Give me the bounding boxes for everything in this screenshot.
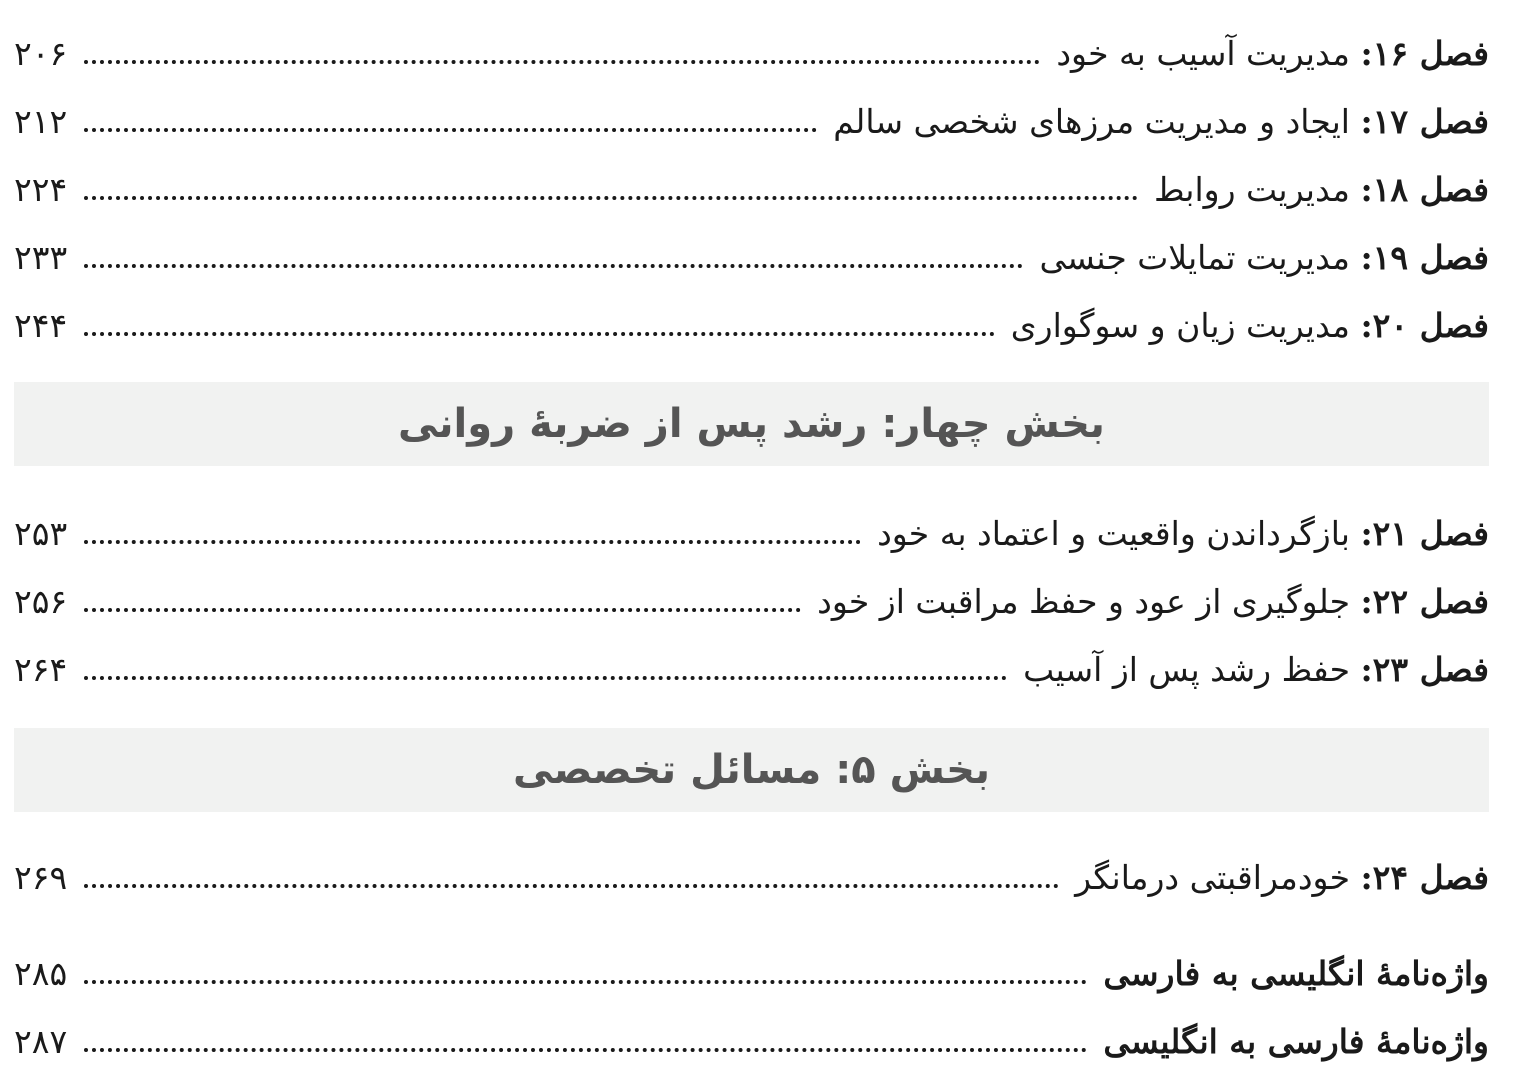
chapter-title: مدیریت زیان و سوگواری: [1010, 306, 1350, 345]
toc-entry-chapter-16[interactable]: [14, 18, 1489, 73]
page-number: ۲۸۷: [14, 1022, 68, 1061]
page-number: ۲۶۹: [14, 858, 68, 897]
chapter-number: فصل ۲۲:: [1360, 582, 1489, 621]
dot-leader: [84, 264, 1023, 268]
section-header-part-4: [14, 382, 1489, 466]
chapter-title: بازگرداندن واقعیت و اعتماد به خود: [877, 514, 1350, 553]
toc-entry-chapter-23[interactable]: [14, 634, 1489, 689]
dot-leader: [84, 980, 1087, 984]
page-number: ۲۴۴: [14, 306, 68, 345]
chapter-title: جلوگیری از عود و حفظ مراقبت از خود: [817, 582, 1350, 621]
table-of-contents: [14, 0, 1489, 1080]
chapter-number: فصل ۱۹:: [1360, 238, 1489, 277]
chapter-number: فصل ۱۸:: [1360, 170, 1489, 209]
toc-entry-chapter-18[interactable]: [14, 154, 1489, 209]
toc-entry-chapter-17[interactable]: [14, 86, 1489, 141]
toc-entry-glossary-fa-en[interactable]: [14, 1006, 1489, 1061]
dot-leader: [84, 196, 1138, 200]
dot-leader: [84, 332, 995, 336]
toc-entry-chapter-24[interactable]: [14, 842, 1489, 897]
entry-label: [1050, 34, 1489, 73]
entry-label: [1148, 170, 1489, 209]
page-number: ۲۲۴: [14, 170, 68, 209]
page-number: ۲۵۳: [14, 514, 68, 553]
toc-entry-chapter-20[interactable]: [14, 290, 1489, 345]
page-number: ۲۳۳: [14, 238, 68, 277]
chapter-number: فصل ۲۳:: [1360, 650, 1489, 689]
section-title: بخش ۵: مسائل تخصصی: [513, 747, 990, 793]
chapter-title: خودمراقبتی درمانگر: [1075, 858, 1350, 897]
dot-leader: [84, 540, 861, 544]
entry-label: [811, 582, 1489, 621]
section-header-part-5: [14, 728, 1489, 812]
chapter-number: فصل ۱۷:: [1360, 102, 1489, 141]
chapter-title: مدیریت آسیب به خود: [1056, 34, 1350, 73]
page-number: ۲۱۲: [14, 102, 68, 141]
chapter-number: فصل ۱۶:: [1360, 34, 1489, 73]
dot-leader: [84, 60, 1040, 64]
toc-entry-chapter-22[interactable]: [14, 566, 1489, 621]
entry-label: [1097, 1022, 1489, 1061]
page-number: ۲۸۵: [14, 954, 68, 993]
chapter-number: فصل ۲۴:: [1360, 858, 1489, 897]
dot-leader: [84, 884, 1059, 888]
entry-label: [1097, 954, 1489, 993]
page-number: ۲۶۴: [14, 650, 68, 689]
chapter-number: فصل ۲۱:: [1360, 514, 1489, 553]
dot-leader: [84, 1048, 1087, 1052]
entry-label: [827, 102, 1489, 141]
toc-entry-glossary-en-fa[interactable]: [14, 938, 1489, 993]
chapter-title: حفظ رشد پس از آسیب: [1023, 650, 1350, 689]
glossary-title: واژه‌نامهٔ انگلیسی به فارسی: [1103, 954, 1489, 993]
page-number: ۲۰۶: [14, 34, 68, 73]
chapter-title: ایجاد و مدیریت مرزهای شخصی سالم: [833, 102, 1350, 141]
chapter-title: مدیریت روابط: [1153, 170, 1350, 209]
glossary-title: واژه‌نامهٔ فارسی به انگلیسی: [1103, 1022, 1489, 1061]
toc-entry-chapter-21[interactable]: [14, 498, 1489, 553]
entry-label: [1033, 238, 1489, 277]
dot-leader: [84, 128, 817, 132]
chapter-number: فصل ۲۰:: [1360, 306, 1489, 345]
dot-leader: [84, 608, 801, 612]
entry-label: [871, 514, 1489, 553]
toc-entry-chapter-19[interactable]: [14, 222, 1489, 277]
page-number: ۲۵۶: [14, 582, 68, 621]
section-title: بخش چهار: رشد پس از ضربهٔ روانی: [398, 401, 1105, 447]
entry-label: [1069, 858, 1489, 897]
entry-label: [1005, 306, 1489, 345]
dot-leader: [84, 676, 1007, 680]
chapter-title: مدیریت تمایلات جنسی: [1039, 238, 1350, 277]
entry-label: [1017, 650, 1489, 689]
